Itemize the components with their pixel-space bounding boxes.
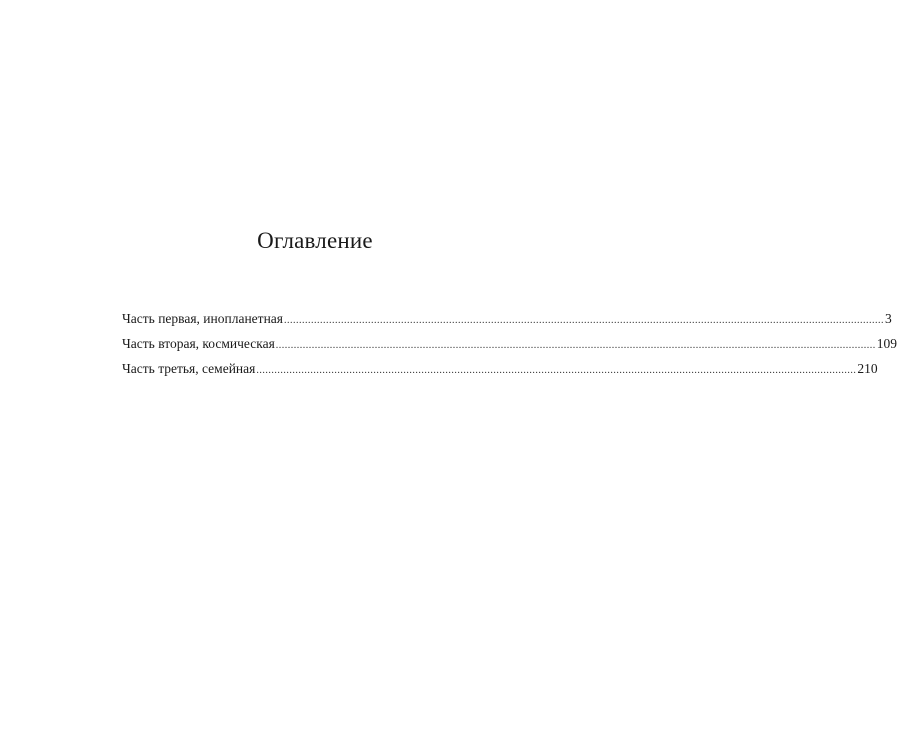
toc-entry[interactable] bbox=[122, 356, 878, 381]
toc-entry-page: 210 bbox=[857, 361, 878, 376]
toc-entry-label: Часть вторая, космическая bbox=[122, 336, 275, 351]
toc-entry-label: Часть первая, инопланетная bbox=[122, 311, 283, 326]
toc-dot-leader: ........................................................................................................................................................................................................ bbox=[275, 340, 876, 351]
toc-list bbox=[122, 306, 897, 381]
toc-dot-leader: ........................................................................................................................................................................................................ bbox=[284, 315, 884, 326]
toc-entry[interactable] bbox=[122, 331, 897, 356]
toc-title: Оглавление bbox=[257, 228, 373, 253]
toc-entry-page: 109 bbox=[876, 336, 897, 351]
toc-dot-leader: ........................................................................................................................................................................................................ bbox=[256, 365, 857, 376]
toc-entry-label: Часть третья, семейная bbox=[122, 361, 256, 376]
toc-entry-page: 3 bbox=[885, 311, 892, 326]
toc-entry[interactable] bbox=[122, 306, 892, 331]
